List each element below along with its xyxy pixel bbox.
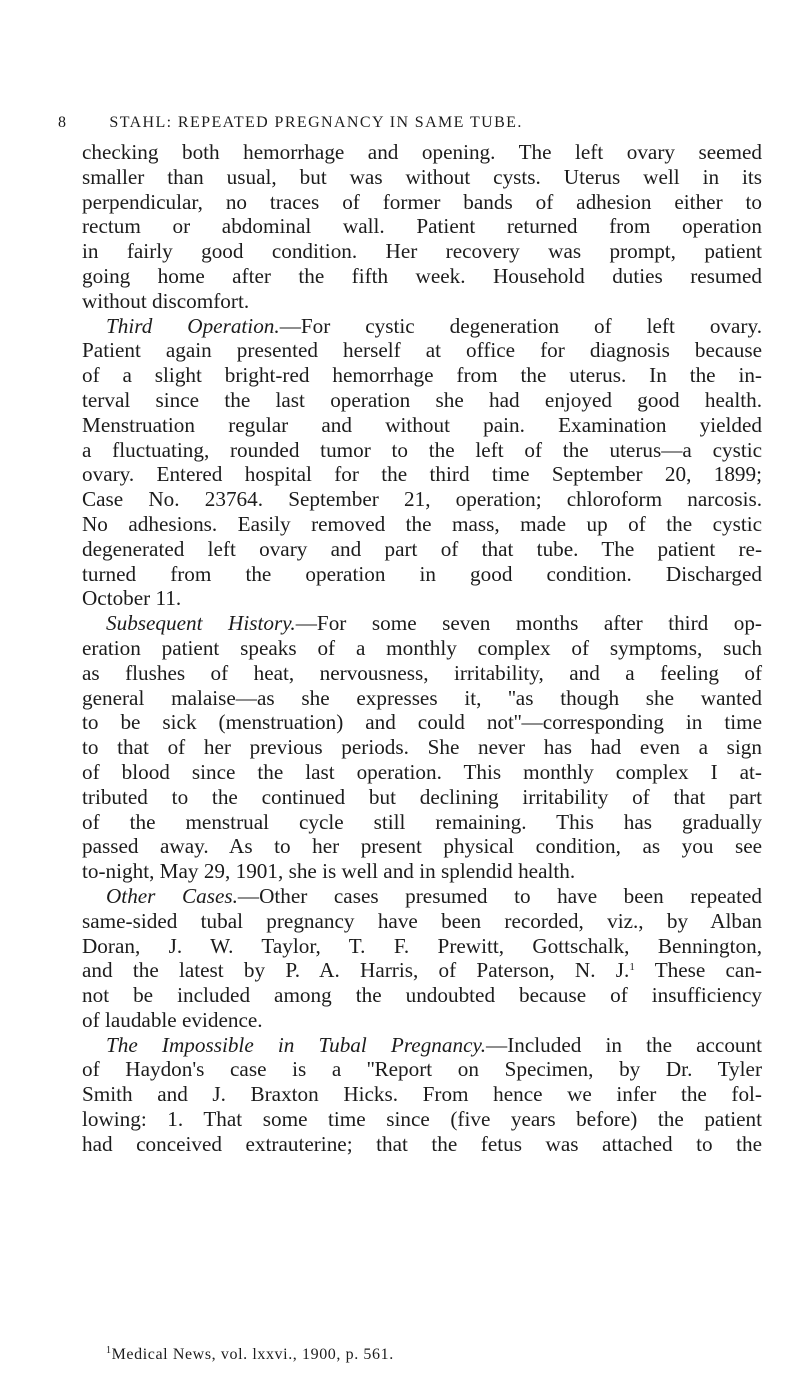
- text-line: of Haydon's case is a ''Report on Specimen, by Dr. Tyler: [82, 1057, 762, 1082]
- paragraph: [82, 1033, 762, 1157]
- text-line: to-night, May 29, 1901, she is well and in splendid health.: [82, 859, 576, 884]
- text-line: degenerated left ovary and part of that tube. The patient re-: [82, 536, 762, 561]
- footnote-reference: 1: [629, 961, 635, 974]
- text-line: same-sided tubal pregnancy have been recorded, viz., by Alban: [82, 908, 762, 933]
- text-line: No adhesions. Easily removed the mass, made up of the cystic: [82, 511, 762, 536]
- paragraph: [82, 140, 762, 314]
- text-line: of blood since the last operation. This monthly complex I at-: [82, 759, 762, 784]
- text-line: and the latest by P. A. Harris, of Paterson, N. J.$^1$ These can-: [82, 958, 762, 983]
- text-line: going home after the fifth week. Household duties resumed: [82, 263, 762, 288]
- paragraph: [82, 611, 762, 884]
- text-line: of the menstrual cycle still remaining. This has gradually: [82, 809, 762, 834]
- running-header: [58, 114, 758, 132]
- text-line: Case No. 23764. September 21, operation; chloroform narcosis.: [82, 487, 762, 512]
- text-line: smaller than usual, but was without cysts. Uterus well in its: [82, 164, 762, 189]
- text-line: Menstruation regular and without pain. Examination yielded: [82, 412, 762, 437]
- text-line: Third Operation.—For cystic degeneration of left ovary.: [106, 313, 763, 338]
- text-line: without discomfort.: [82, 288, 250, 313]
- body-text: [82, 140, 762, 1157]
- section-heading: Third Operation.: [106, 313, 280, 338]
- text-line: October 11.: [82, 586, 182, 611]
- text-line: checking both hemorrhage and opening. The left ovary seemed: [82, 140, 762, 164]
- text-line: The Impossible in Tubal Pregnancy.—Included in the account: [106, 1032, 763, 1057]
- text-line: lowing: 1. That some time since (five years before) the patient: [82, 1107, 762, 1132]
- paragraph: [82, 884, 762, 1033]
- section-heading: Other Cases.: [106, 883, 238, 908]
- text-line: of a slight bright-red hemorrhage from the uterus. In the in-: [82, 363, 762, 388]
- text-line: not be included among the undoubted because of insufficiency: [82, 983, 762, 1008]
- text-line: in fairly good condition. Her recovery was prompt, patient: [82, 239, 762, 264]
- text-line: perpendicular, no traces of former bands of adhesion either to: [82, 189, 762, 214]
- text-line: general malaise—as she expresses it, ''as though she wanted: [82, 685, 762, 710]
- text-line: turned from the operation in good condition. Discharged: [82, 561, 762, 586]
- text-line: tributed to the continued but declining irritability of that part: [82, 784, 762, 809]
- text-line: as flushes of heat, nervousness, irritability, and a feeling of: [82, 660, 762, 685]
- text-line: Doran, J. W. Taylor, T. F. Prewitt, Gottschalk, Bennington,: [82, 933, 762, 958]
- text-line: rectum or abdominal wall. Patient returned from operation: [82, 214, 762, 239]
- section-heading: Subsequent History.: [106, 611, 296, 636]
- text-line: terval since the last operation she had enjoyed good health.: [82, 387, 762, 412]
- text-line: Other Cases.—Other cases presumed to have been repeated: [106, 883, 762, 908]
- text-line: of laudable evidence.: [82, 1007, 263, 1032]
- paragraph: [82, 314, 762, 612]
- text-line: eration patient speaks of a monthly complex of symptoms, such: [82, 635, 762, 660]
- text-line: ovary. Entered hospital for the third time September 20, 1899;: [82, 462, 762, 487]
- footnote-marker: 1: [106, 1345, 112, 1356]
- text-line: Subsequent History.—For some seven months after third op-: [106, 611, 762, 636]
- section-heading: The Impossible in Tubal Pregnancy.: [106, 1032, 487, 1057]
- page-number: 8: [58, 114, 68, 131]
- text-line: to that of her previous periods. She never has had even a sign: [82, 735, 762, 760]
- footnote-text: Medical News, vol. lxxvi., 1900, p. 561.: [111, 1346, 394, 1363]
- text-line: passed away. As to her present physical condition, as you see: [82, 834, 762, 859]
- text-line: Patient again presented herself at office for diagnosis because: [82, 338, 762, 363]
- text-line: Smith and J. Braxton Hicks. From hence we infer the fol-: [82, 1082, 762, 1107]
- footnote: [106, 1346, 766, 1364]
- text-line: a fluctuating, rounded tumor to the left of the uterus—a cystic: [82, 437, 762, 462]
- text-line: to be sick (menstruation) and could not''—corresponding in time: [82, 710, 762, 735]
- text-line: had conceived extrauterine; that the fetus was attached to the: [82, 1131, 762, 1156]
- running-title: STAHL: REPEATED PREGNANCY IN SAME TUBE.: [109, 114, 523, 131]
